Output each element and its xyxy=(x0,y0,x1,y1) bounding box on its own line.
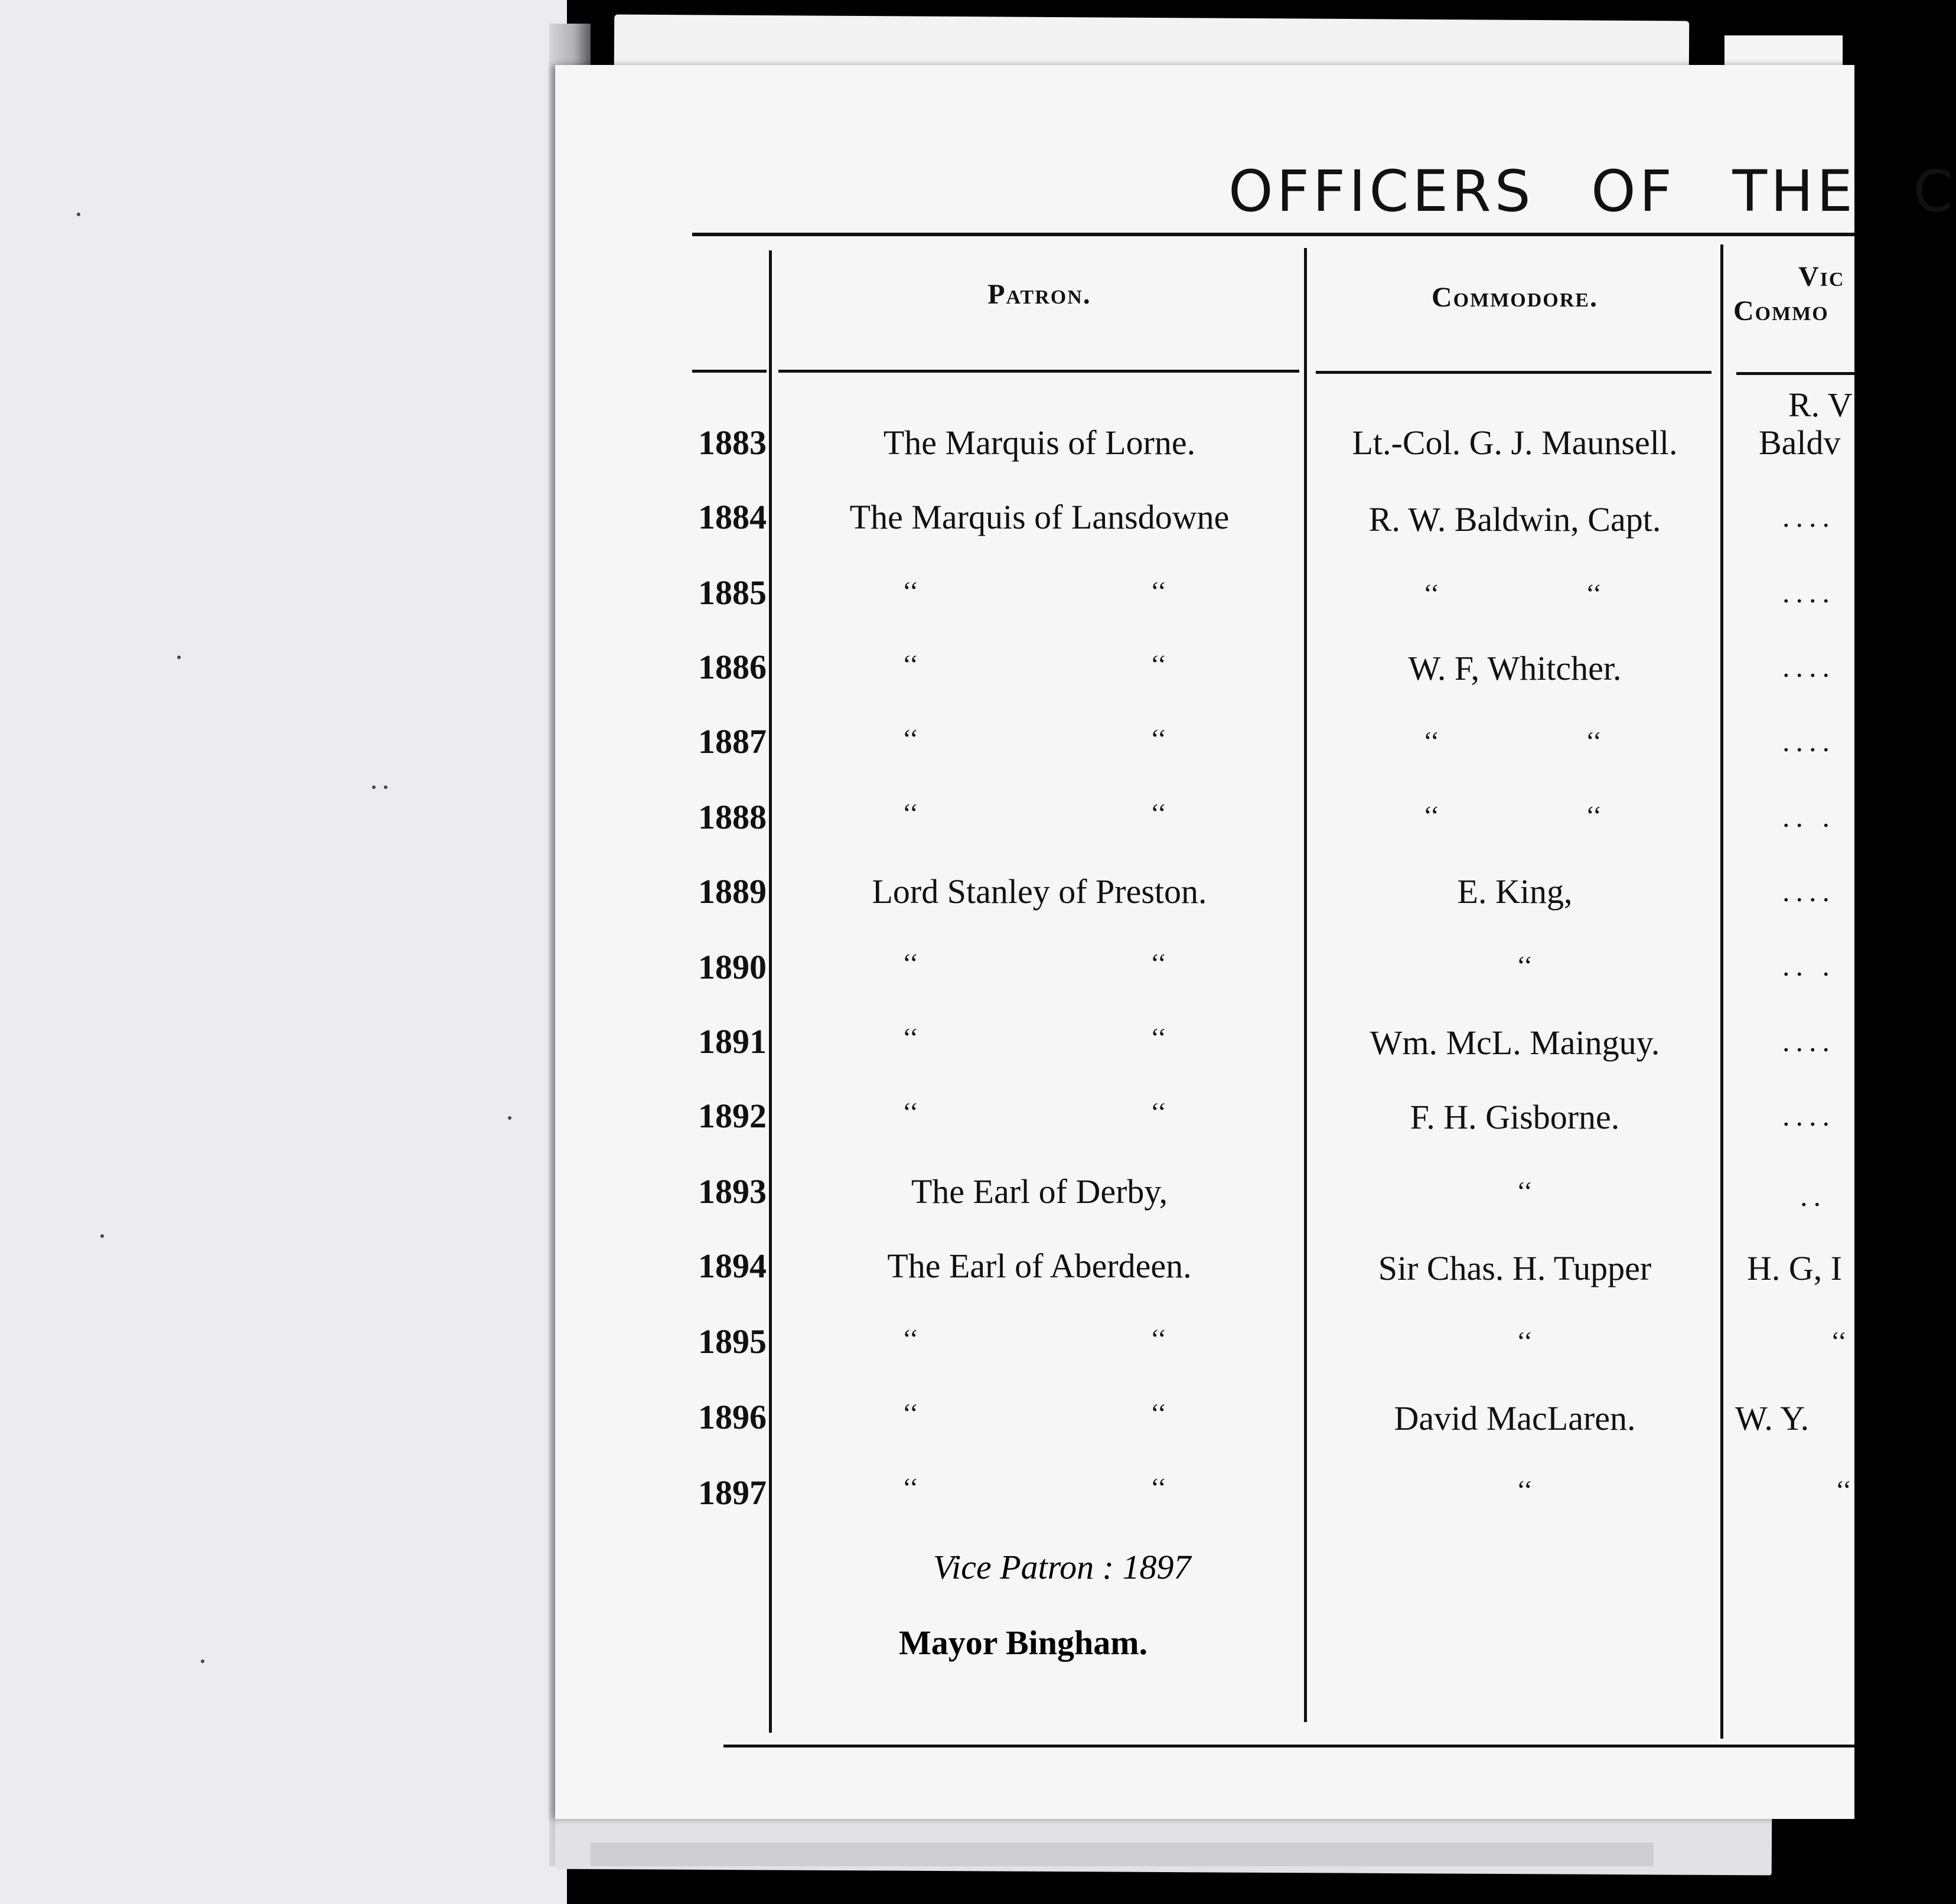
year-cell: 1891 xyxy=(698,1022,767,1061)
column-header-vice-commodore xyxy=(1733,260,1854,328)
year-cell: 1893 xyxy=(698,1172,767,1211)
vice-commodore-cell: .. . xyxy=(1782,800,1836,833)
vice-commodore-cell: .... xyxy=(1782,1025,1836,1058)
year-cell: 1887 xyxy=(698,722,767,761)
commodore-cell: Lt.-Col. G. J. Maunsell. xyxy=(1352,423,1678,462)
vice-commodore-cell: .... xyxy=(1782,576,1836,609)
header-underline-vice xyxy=(1736,372,1854,375)
patron-cell: The Marquis of Lansdowne xyxy=(849,498,1230,536)
table-bottom-rule xyxy=(723,1745,1854,1747)
left-blank-page xyxy=(0,0,567,1904)
ditto-mark: ‘‘ xyxy=(1150,723,1167,754)
ditto-mark: ‘‘ xyxy=(902,1022,919,1052)
document-page xyxy=(555,65,1854,1819)
ditto-mark: ‘‘ xyxy=(1150,948,1167,978)
ditto-mark: ‘‘ xyxy=(1150,798,1167,828)
ditto-mark: ‘‘ xyxy=(1423,578,1440,608)
commodore-cell: F. H. Gisborne. xyxy=(1410,1098,1620,1136)
year-cell: 1890 xyxy=(698,948,767,986)
patron-cell: The Marquis of Lorne. xyxy=(883,423,1196,462)
year-cell: 1886 xyxy=(698,648,767,686)
commodore-cell: E. King, xyxy=(1457,872,1573,911)
year-cell: 1889 xyxy=(698,872,767,911)
ditto-mark: ‘‘ xyxy=(902,649,919,679)
vice-commodore-cell: ‘‘ xyxy=(1836,1475,1852,1505)
ditto-mark: ‘‘ xyxy=(1150,1398,1167,1428)
vice-commodore-cell: Baldv xyxy=(1759,423,1841,462)
column-header-patron: Patron. xyxy=(987,279,1091,310)
vice-commodore-cell: R. V xyxy=(1788,386,1853,424)
year-cell: 1892 xyxy=(698,1097,767,1135)
commodore-cell: ‘‘ xyxy=(1517,1475,1533,1505)
year-cell: 1897 xyxy=(698,1473,767,1512)
folded-paper-edge-bottom-inner xyxy=(591,1843,1654,1866)
patron-cell: The Earl of Aberdeen. xyxy=(887,1247,1192,1285)
ditto-mark: ‘‘ xyxy=(902,1398,919,1428)
page-title: OFFICERS OF THE C xyxy=(1228,158,1956,224)
column-header-vice-line1: Vic xyxy=(1798,261,1845,292)
year-cell: 1888 xyxy=(698,798,767,836)
header-underline-commodore xyxy=(1316,371,1711,374)
ditto-mark: ‘‘ xyxy=(1150,576,1167,606)
patron-cell: The Earl of Derby, xyxy=(911,1172,1168,1211)
commodore-cell: W. F, Whitcher. xyxy=(1408,649,1622,687)
ditto-mark: ‘‘ xyxy=(902,723,919,754)
year-cell: 1896 xyxy=(698,1398,767,1436)
vice-commodore-cell: W. Y. xyxy=(1735,1399,1810,1437)
commodore-cell: David MacLaren. xyxy=(1394,1399,1636,1437)
vice-patron-label: Vice Patron : 1897 xyxy=(933,1548,1191,1586)
ditto-mark: ‘‘ xyxy=(1586,726,1602,756)
patron-column-divider xyxy=(1304,248,1307,1722)
vice-commodore-cell: .... xyxy=(1782,1099,1836,1132)
ditto-mark: ‘‘ xyxy=(1423,726,1440,756)
commodore-cell: R. W. Baldwin, Capt. xyxy=(1368,500,1661,539)
ditto-mark: ‘‘ xyxy=(1423,800,1440,830)
commodore-cell: Sir Chas. H. Tupper xyxy=(1378,1249,1652,1287)
commodore-cell: ‘‘ xyxy=(1517,950,1533,980)
year-cell: 1884 xyxy=(698,498,767,536)
year-cell: 1883 xyxy=(698,423,767,462)
vice-commodore-cell: .. xyxy=(1800,1179,1827,1212)
vice-commodore-cell: .... xyxy=(1782,650,1836,683)
ditto-mark: ‘‘ xyxy=(902,576,919,606)
ditto-mark: ‘‘ xyxy=(902,1097,919,1127)
vice-commodore-cell: ‘‘ xyxy=(1831,1326,1847,1356)
year-column-divider xyxy=(769,250,772,1733)
commodore-column-divider xyxy=(1720,244,1723,1739)
header-underline-year xyxy=(692,370,767,373)
vice-commodore-cell: .. . xyxy=(1782,949,1836,982)
column-header-vice-line2: Commo xyxy=(1733,295,1829,327)
commodore-cell: ‘‘ xyxy=(1517,1326,1533,1356)
vice-commodore-cell: .... xyxy=(1782,500,1836,533)
ditto-mark: ‘‘ xyxy=(902,1472,919,1502)
ditto-mark: ‘‘ xyxy=(1150,1472,1167,1502)
column-header-commodore: Commodore. xyxy=(1432,282,1598,313)
year-cell: 1895 xyxy=(698,1322,767,1361)
ditto-mark: ‘‘ xyxy=(1586,800,1602,830)
ditto-mark: ‘‘ xyxy=(1150,1323,1167,1354)
ditto-mark: ‘‘ xyxy=(1150,1097,1167,1127)
header-underline-patron xyxy=(778,370,1299,373)
vice-commodore-cell: .... xyxy=(1782,725,1836,758)
table-top-rule xyxy=(692,233,1854,236)
commodore-cell: Wm. McL. Mainguy. xyxy=(1370,1023,1660,1062)
ditto-mark: ‘‘ xyxy=(1150,649,1167,679)
ditto-mark: ‘‘ xyxy=(1586,578,1602,608)
ditto-mark: ‘‘ xyxy=(902,1323,919,1354)
vice-patron-name: Mayor Bingham. xyxy=(899,1623,1148,1662)
ditto-mark: ‘‘ xyxy=(902,948,919,978)
commodore-cell: ‘‘ xyxy=(1517,1176,1533,1206)
ditto-mark: ‘‘ xyxy=(902,798,919,828)
vice-commodore-cell: .... xyxy=(1782,875,1836,908)
patron-cell: Lord Stanley of Preston. xyxy=(872,872,1207,911)
year-cell: 1894 xyxy=(698,1247,767,1285)
year-cell: 1885 xyxy=(698,573,767,612)
vice-commodore-cell: H. G, I xyxy=(1747,1249,1843,1287)
ditto-mark: ‘‘ xyxy=(1150,1022,1167,1052)
